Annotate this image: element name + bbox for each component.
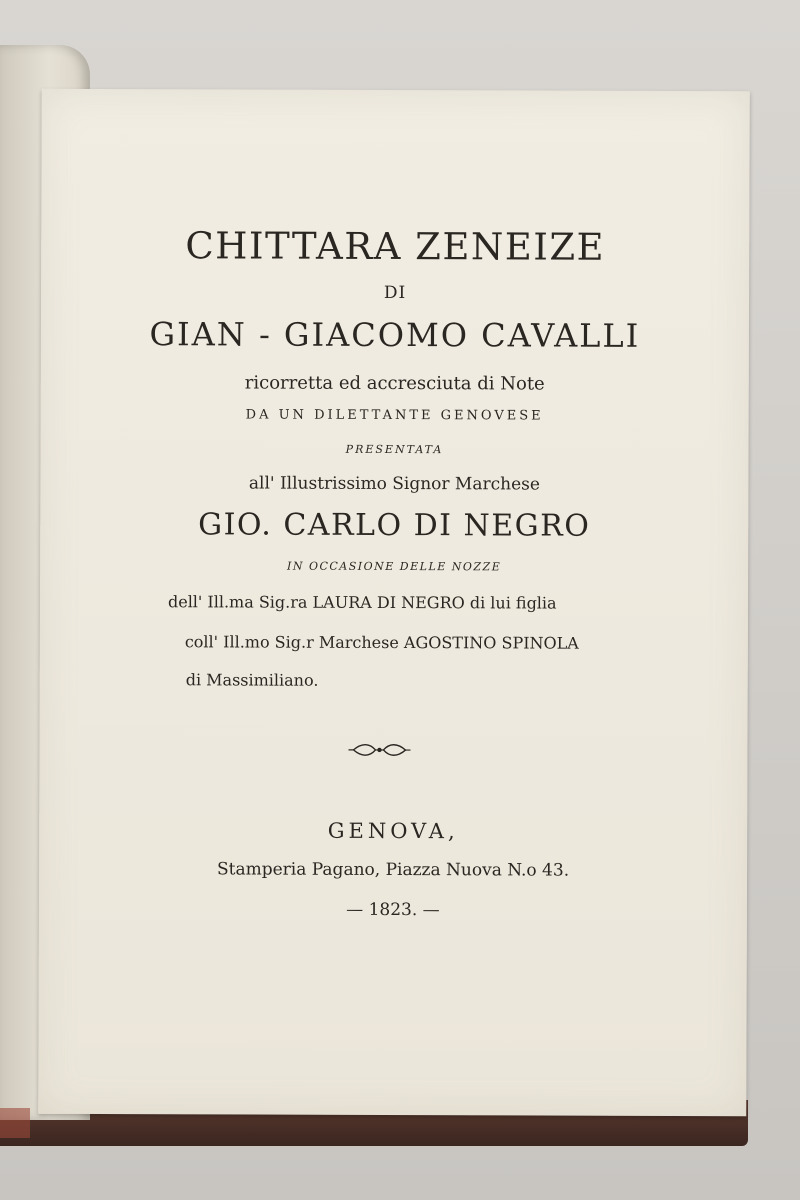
cover-edge bbox=[0, 1108, 30, 1138]
title-page bbox=[38, 89, 750, 1116]
imprint-year: — 1823. — bbox=[346, 899, 440, 921]
subtitle-editor: DA UN DILETTANTE GENOVESE bbox=[245, 407, 544, 424]
book-title: CHITTARA ZENEIZE bbox=[185, 224, 606, 269]
author-name: GIAN - GIACOMO CAVALLI bbox=[149, 315, 641, 355]
dedicatee-name: GIO. CARLO DI NEGRO bbox=[198, 507, 591, 544]
occasion-text: IN OCCASIONE DELLE NOZZE bbox=[286, 559, 502, 574]
imprint-printer: Stamperia Pagano, Piazza Nuova N.o 43. bbox=[216, 859, 570, 881]
subtitle-presented: PRESENTATA bbox=[345, 442, 444, 457]
subtitle-addressee: all' Illustrissimo Signor Marchese bbox=[248, 473, 540, 495]
fleuron-ornament-icon bbox=[347, 740, 411, 760]
by-label: DI bbox=[383, 282, 407, 304]
subtitle-revised: ricorretta ed accresciuta di Note bbox=[244, 372, 545, 395]
bride-line: dell' Ill.ma Sig.ra LAURA DI NEGRO di lui figlia bbox=[167, 592, 557, 613]
imprint-city: GENOVA, bbox=[327, 818, 459, 844]
groom-line: coll' Ill.mo Sig.r Marchese AGOSTINO SPINOLA bbox=[184, 632, 579, 653]
groom-parent-line: di Massimiliano. bbox=[185, 670, 319, 690]
